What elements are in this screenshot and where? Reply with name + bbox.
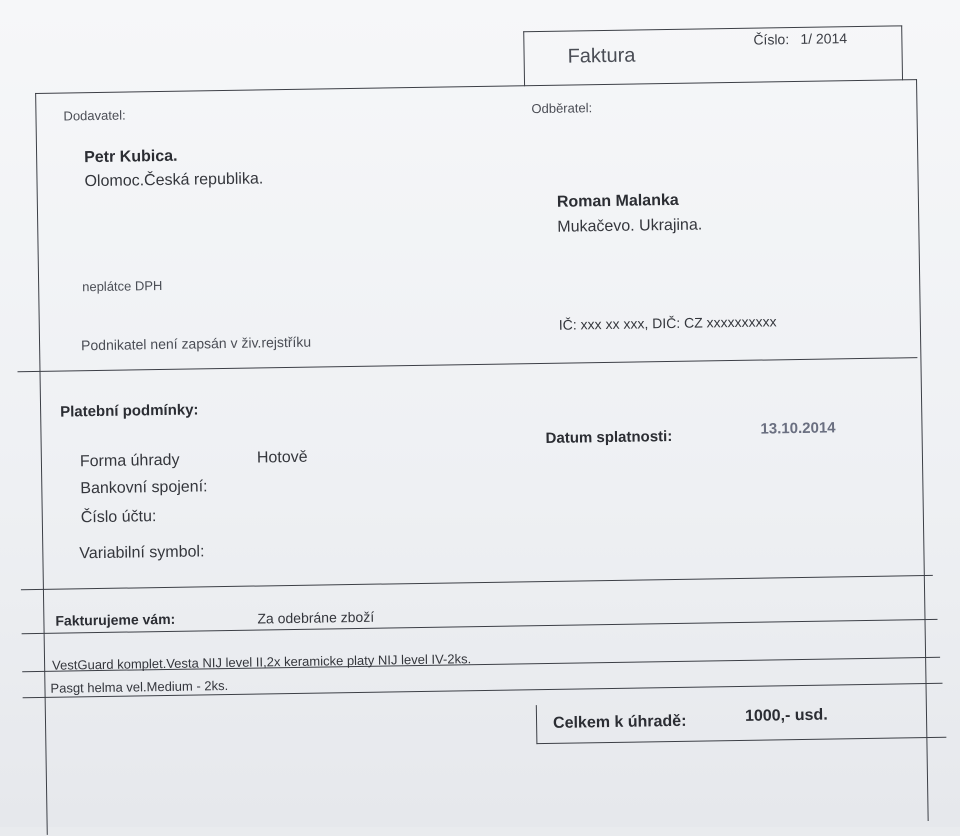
total-label: Celkem k úhradě: xyxy=(552,712,687,732)
billing-label: Fakturujeme vám: xyxy=(55,610,176,629)
invoice-title: Faktura xyxy=(567,44,636,68)
customer-address: Mukačevo. Ukrajina. xyxy=(557,216,703,236)
due-date-value: 13.10.2014 xyxy=(760,419,836,438)
customer-ids: IČ: xxx xx xxx, DIČ: CZ xxxxxxxxxx xyxy=(558,313,777,333)
item-line-1: VestGuard komplet.Vesta NIJ level II,2x keramicke platy NIJ level IV-2ks. xyxy=(51,651,472,673)
payment-form-value: Hotově xyxy=(256,448,308,467)
supplier-address: Olomoc.Česká republika. xyxy=(84,170,264,191)
supplier-vat-status: neplátce DPH xyxy=(82,277,163,295)
due-date-label: Datum splatnosti: xyxy=(545,427,673,447)
total-value: 1000,- usd. xyxy=(744,706,828,725)
payment-heading: Platební podmínky: xyxy=(60,401,199,421)
invoice-number-label: Číslo: xyxy=(753,31,790,48)
total-box xyxy=(536,699,947,744)
payment-bank-label: Bankovní spojení: xyxy=(80,478,208,498)
item-line-2: Pasgt helma vel.Medium - 2ks. xyxy=(50,677,229,696)
supplier-label: Dodavatel: xyxy=(63,107,126,124)
payment-variable-label: Variabilní symbol: xyxy=(79,543,205,563)
supplier-registry-note: Podnikatel není zapsán v živ.rejstříku xyxy=(80,333,312,354)
customer-name: Roman Malanka xyxy=(556,191,679,211)
payment-account-label: Číslo účtu: xyxy=(80,508,157,527)
customer-label: Odběratel: xyxy=(531,100,593,117)
invoice-title-box xyxy=(523,25,903,86)
supplier-name: Petr Kubica. xyxy=(84,147,178,167)
invoice-number: 1/ 2014 xyxy=(800,30,848,47)
billing-value: Za odebráne zboží xyxy=(257,608,375,627)
payment-form-label: Forma úhrady xyxy=(79,451,180,471)
